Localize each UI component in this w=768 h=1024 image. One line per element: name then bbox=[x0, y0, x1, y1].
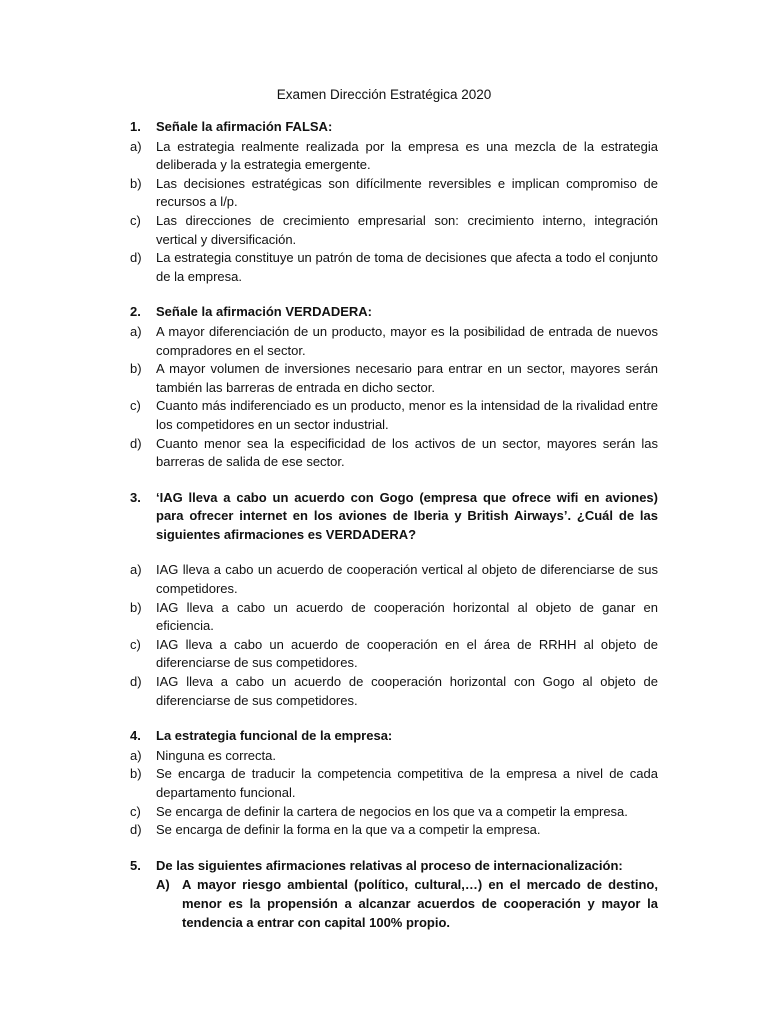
option-letter: d) bbox=[130, 250, 142, 266]
option-c bbox=[130, 636, 658, 673]
question-1 bbox=[130, 118, 658, 286]
option-d bbox=[130, 249, 658, 286]
question-text: La estrategia funcional de la empresa: bbox=[156, 728, 393, 744]
option-text: Cuanto más indiferenciado es un producto, menor es la intensidad de la rivalidad entre los competidores en un sector industrial. bbox=[156, 398, 658, 432]
option-letter: c) bbox=[130, 398, 141, 414]
question-5 bbox=[130, 857, 658, 932]
option-c bbox=[130, 397, 658, 434]
option-letter: A) bbox=[156, 877, 170, 893]
option-letter: c) bbox=[130, 636, 141, 652]
option-a bbox=[130, 747, 658, 766]
option-text: Se encarga de definir la forma en la que va a competir la empresa. bbox=[156, 822, 541, 838]
option-letter: d) bbox=[130, 674, 142, 690]
question-heading bbox=[130, 118, 658, 137]
option-letter: c) bbox=[130, 212, 141, 228]
question-number: 3. bbox=[130, 489, 141, 505]
option-a bbox=[130, 561, 658, 598]
option-b bbox=[130, 360, 658, 397]
option-c bbox=[130, 212, 658, 249]
question-heading bbox=[130, 303, 658, 322]
option-b bbox=[130, 599, 658, 636]
option-text: Las direcciones de crecimiento empresarial son: crecimiento interno, integración vertical y diversificación. bbox=[156, 212, 658, 247]
option-letter: b) bbox=[130, 361, 142, 377]
option-text: A mayor riesgo ambiental (político, cultural,…) en el mercado de destino, menor es la propensión a alcanzar acuerdos de cooperación y mayor la tendencia a entrar con capital 100% propio. bbox=[182, 877, 658, 930]
question-heading bbox=[130, 857, 658, 876]
question-2 bbox=[130, 303, 658, 471]
question-heading bbox=[130, 727, 658, 746]
option-text: Las decisiones estratégicas son difícilmente reversibles e implican compromiso de recursos a l/p. bbox=[156, 175, 658, 210]
question-number: 4. bbox=[130, 728, 141, 744]
document-title: Examen Dirección Estratégica 2020 bbox=[276, 87, 492, 102]
option-letter: c) bbox=[130, 803, 141, 819]
option-letter: b) bbox=[130, 599, 142, 615]
option-text: Se encarga de traducir la competencia competitiva de la empresa a nivel de cada departamento funcional. bbox=[156, 766, 658, 800]
option-text: IAG lleva a cabo un acuerdo de cooperación vertical al objeto de diferenciarse de sus competidores. bbox=[156, 562, 658, 597]
option-d bbox=[130, 435, 658, 472]
option-a bbox=[130, 138, 658, 175]
option-text: Cuanto menor sea la especificidad de los activos de un sector, mayores serán las barreras de salida de ese sector. bbox=[156, 435, 658, 470]
option-letter: a) bbox=[130, 138, 142, 154]
question-number: 5. bbox=[130, 857, 141, 873]
question-heading bbox=[130, 489, 658, 545]
option-letter: d) bbox=[130, 822, 142, 838]
option-b bbox=[130, 765, 658, 802]
option-letter: a) bbox=[130, 323, 142, 339]
option-letter: b) bbox=[130, 175, 142, 191]
option-d bbox=[130, 821, 658, 840]
question-number: 1. bbox=[130, 119, 141, 134]
option-text: IAG lleva a cabo un acuerdo de cooperación horizontal al objeto de ganar en eficiencia. bbox=[156, 599, 658, 634]
option-letter: b) bbox=[130, 766, 142, 782]
question-3 bbox=[130, 489, 658, 711]
option-text: IAG lleva a cabo un acuerdo de cooperación en el área de RRHH al objeto de diferenciarse de sus competidores. bbox=[156, 636, 658, 671]
exam-content bbox=[130, 118, 658, 949]
option-b bbox=[130, 175, 658, 212]
question-text: ‘IAG lleva a cabo un acuerdo con Gogo (empresa que ofrece wifi en aviones) para ofrecer internet en los aviones de Iberia y British Airways’. ¿Cuál de las siguientes afirmaciones es VERDADERA? bbox=[156, 489, 658, 542]
question-text: Señale la afirmación VERDADERA: bbox=[156, 304, 373, 320]
option-text: Se encarga de definir la cartera de negocios en los que va a competir la empresa. bbox=[156, 803, 628, 819]
option-text: A mayor volumen de inversiones necesario para entrar en un sector, mayores serán también las barreras de entrada en dicho sector. bbox=[156, 361, 658, 395]
option-text: A mayor diferenciación de un producto, mayor es la posibilidad de entrada de nuevos compradores en el sector. bbox=[156, 323, 658, 358]
option-letter: a) bbox=[130, 562, 142, 578]
option-letter: d) bbox=[130, 435, 142, 451]
option-text: Ninguna es correcta. bbox=[156, 747, 276, 763]
option-text: La estrategia realmente realizada por la empresa es una mezcla de la estrategia deliberada y la estrategia emergente. bbox=[156, 138, 658, 173]
question-text: De las siguientes afirmaciones relativas al proceso de internacionalización: bbox=[156, 857, 623, 873]
option-letter: a) bbox=[130, 747, 142, 763]
option-text: IAG lleva a cabo un acuerdo de cooperación horizontal con Gogo al objeto de diferenciarse de sus competidores. bbox=[156, 674, 658, 708]
option-a bbox=[130, 876, 658, 932]
option-a bbox=[130, 323, 658, 360]
option-text: La estrategia constituye un patrón de toma de decisiones que afecta a todo el conjunto de la empresa. bbox=[156, 250, 658, 284]
question-number: 2. bbox=[130, 304, 141, 320]
option-d bbox=[130, 673, 658, 710]
option-c bbox=[130, 803, 658, 822]
question-4 bbox=[130, 727, 658, 840]
question-text: Señale la afirmación FALSA: bbox=[156, 119, 333, 134]
